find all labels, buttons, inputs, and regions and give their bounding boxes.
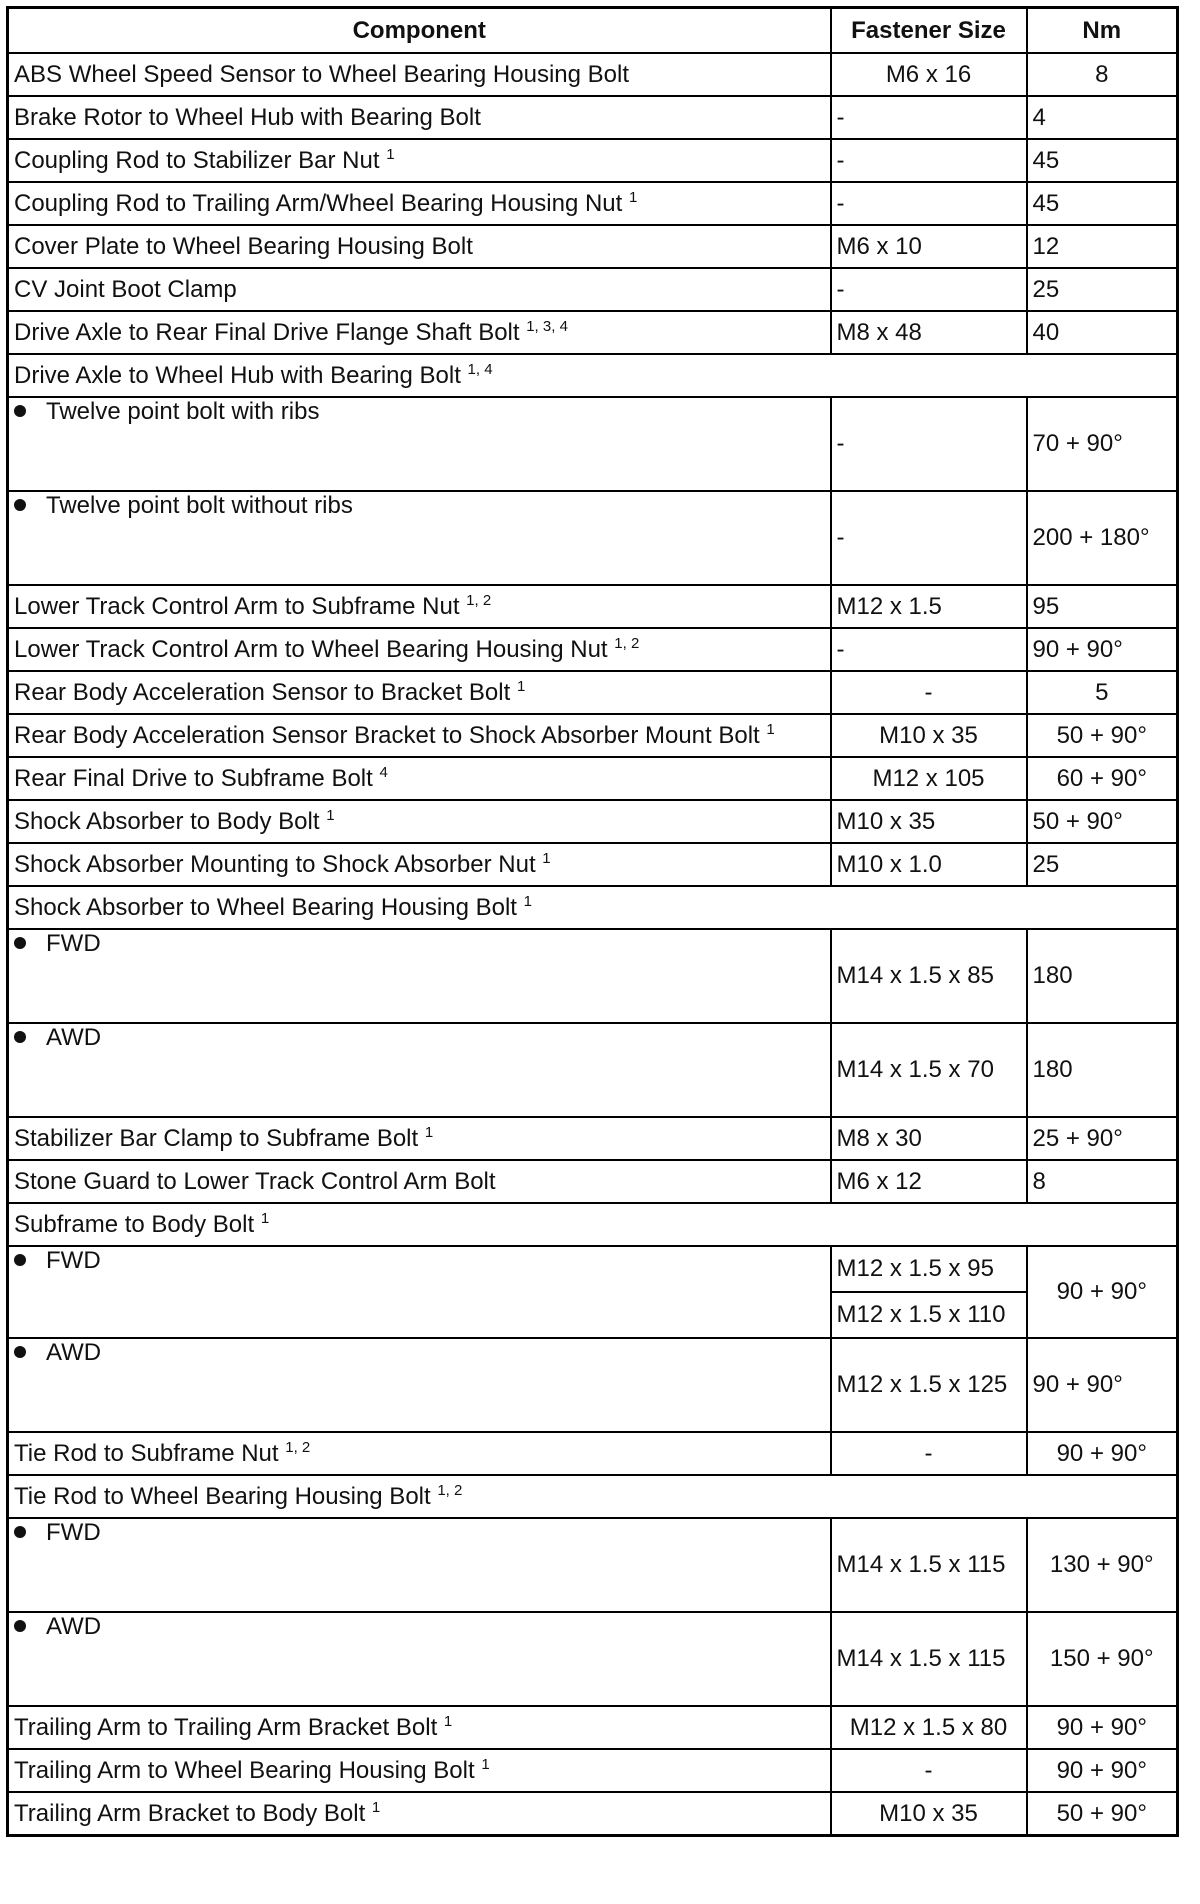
footnote-ref: 1 [481, 1755, 490, 1773]
table-row [8, 714, 1178, 757]
component-cell [8, 929, 831, 1023]
torque-cell: 180 [1027, 929, 1178, 1023]
group-cell [8, 1203, 1178, 1246]
torque-cell: 150 + 90° [1027, 1612, 1178, 1706]
component-cell [8, 491, 831, 585]
table-sub-row [8, 1612, 1178, 1706]
torque-cell: 130 + 90° [1027, 1518, 1178, 1612]
footnote-ref: 1 [326, 806, 335, 824]
fastener-size-cell: M10 x 35 [831, 1792, 1027, 1836]
component-cell [8, 1518, 831, 1612]
component-text: Rear Body Acceleration Sensor Bracket to Shock Absorber Mount Bolt [14, 721, 760, 749]
component-text: Twelve point bolt with ribs [46, 398, 320, 425]
footnote-ref: 1 [260, 1209, 270, 1227]
table-row [8, 585, 1178, 628]
fastener-size-cell: M14 x 1.5 x 85 [831, 929, 1027, 1023]
table-row [8, 671, 1178, 714]
table-row [8, 757, 1178, 800]
torque-cell: 5 [1027, 671, 1178, 714]
fastener-size-cell: M12 x 1.5 x 110 [831, 1292, 1027, 1338]
component-text: CV Joint Boot Clamp [14, 275, 237, 303]
group-cell [8, 1475, 1178, 1518]
torque-cell: 8 [1027, 1160, 1178, 1203]
component-text: Drive Axle to Rear Final Drive Flange Shaft Bolt [14, 318, 520, 346]
component-cell [8, 800, 831, 843]
component-text: FWD [46, 1247, 101, 1274]
fastener-size-cell: M12 x 1.5 [831, 585, 1027, 628]
component-text: Subframe to Body Bolt [14, 1210, 255, 1238]
fastener-size-cell: - [831, 268, 1027, 311]
torque-cell: 45 [1027, 139, 1178, 182]
bullet-icon [14, 1254, 26, 1266]
fastener-size-cell: M8 x 48 [831, 311, 1027, 354]
footnote-ref: 1 [443, 1712, 453, 1730]
footnote-ref: 1 [523, 892, 532, 910]
component-text: AWD [46, 1339, 102, 1366]
component-cell [8, 585, 831, 628]
table-group-row [8, 886, 1178, 929]
torque-cell: 180 [1027, 1023, 1178, 1117]
footnote-ref: 1, 4 [467, 360, 493, 378]
group-cell [8, 886, 1178, 929]
torque-cell: 25 [1027, 843, 1178, 886]
component-cell [8, 182, 831, 225]
component-text: Trailing Arm to Trailing Arm Bracket Bolt [14, 1713, 438, 1741]
component-cell [8, 1432, 831, 1475]
component-text: Cover Plate to Wheel Bearing Housing Bolt [14, 232, 473, 260]
fastener-size-cell: M12 x 1.5 x 80 [831, 1706, 1027, 1749]
table-row [8, 311, 1178, 354]
component-text: Shock Absorber to Wheel Bearing Housing Bolt [14, 893, 517, 921]
component-text: Drive Axle to Wheel Hub with Bearing Bolt [14, 361, 461, 389]
footnote-ref: 1 [542, 849, 551, 867]
bullet-icon [14, 1620, 26, 1632]
component-text: Shock Absorber Mounting to Shock Absorber Nut [14, 850, 536, 878]
fastener-size-cell: M6 x 12 [831, 1160, 1027, 1203]
component-cell [8, 1160, 831, 1203]
footnote-ref: 1 [424, 1123, 434, 1141]
table-sub-row [8, 1246, 1178, 1292]
component-text: Coupling Rod to Stabilizer Bar Nut [14, 146, 380, 174]
component-cell [8, 1749, 831, 1792]
component-text: Rear Body Acceleration Sensor to Bracket Bolt [14, 678, 511, 706]
table-group-row [8, 1475, 1178, 1518]
component-cell [8, 843, 831, 886]
fastener-size-cell: M6 x 16 [831, 53, 1027, 96]
header-fastener-size: Fastener Size [831, 8, 1027, 54]
table-row [8, 1160, 1178, 1203]
header-nm: Nm [1027, 8, 1178, 54]
component-cell [8, 268, 831, 311]
table-sub-row [8, 929, 1178, 1023]
component-cell [8, 714, 831, 757]
table-header-row [8, 8, 1178, 54]
torque-cell: 95 [1027, 585, 1178, 628]
footnote-ref: 1 [371, 1798, 381, 1816]
torque-cell: 60 + 90° [1027, 757, 1178, 800]
fastener-size-cell: M8 x 30 [831, 1117, 1027, 1160]
component-cell [8, 397, 831, 491]
component-cell [8, 96, 831, 139]
fastener-size-cell: - [831, 491, 1027, 585]
fastener-size-cell: M14 x 1.5 x 70 [831, 1023, 1027, 1117]
component-cell [8, 1706, 831, 1749]
fastener-size-cell: M12 x 1.5 x 125 [831, 1338, 1027, 1432]
component-text: FWD [46, 930, 101, 957]
bullet-icon [14, 405, 26, 417]
bullet-icon [14, 1031, 26, 1043]
table-group-row [8, 1203, 1178, 1246]
component-text: Tie Rod to Subframe Nut [14, 1439, 279, 1467]
torque-cell: 90 + 90° [1027, 1338, 1178, 1432]
component-cell [8, 1792, 831, 1836]
header-component: Component [8, 8, 831, 54]
component-cell [8, 757, 831, 800]
fastener-size-cell: M10 x 35 [831, 800, 1027, 843]
footnote-ref: 1 [386, 145, 395, 163]
component-text: Shock Absorber to Body Bolt [14, 807, 320, 835]
component-text: AWD [46, 1024, 102, 1051]
component-text: Twelve point bolt without ribs [46, 492, 353, 519]
torque-cell: 70 + 90° [1027, 397, 1178, 491]
component-text: ABS Wheel Speed Sensor to Wheel Bearing Housing Bolt [14, 60, 630, 88]
fastener-size-cell: - [831, 182, 1027, 225]
component-cell [8, 1246, 831, 1338]
component-cell [8, 225, 831, 268]
component-cell [8, 671, 831, 714]
table-sub-row [8, 491, 1178, 585]
footnote-ref: 1, 2 [466, 591, 492, 609]
footnote-ref: 1, 2 [437, 1481, 463, 1499]
torque-cell: 90 + 90° [1027, 1749, 1178, 1792]
footnote-ref: 1 [516, 677, 526, 695]
fastener-size-cell: - [831, 671, 1027, 714]
fastener-size-cell: M14 x 1.5 x 115 [831, 1612, 1027, 1706]
bullet-icon [14, 1346, 26, 1358]
table-row [8, 225, 1178, 268]
component-cell [8, 1117, 831, 1160]
fastener-size-cell: - [831, 139, 1027, 182]
component-text: Trailing Arm Bracket to Body Bolt [14, 1799, 366, 1827]
footnote-ref: 4 [379, 763, 388, 781]
component-cell [8, 1023, 831, 1117]
component-text: AWD [46, 1613, 102, 1640]
table-row [8, 1117, 1178, 1160]
component-text: Tie Rod to Wheel Bearing Housing Bolt [14, 1482, 431, 1510]
component-cell [8, 311, 831, 354]
table-group-row [8, 354, 1178, 397]
table-row [8, 628, 1178, 671]
torque-cell: 4 [1027, 96, 1178, 139]
table-sub-row [8, 1023, 1178, 1117]
torque-cell: 12 [1027, 225, 1178, 268]
torque-cell: 25 + 90° [1027, 1117, 1178, 1160]
footnote-ref: 1 [766, 720, 775, 738]
component-text: Coupling Rod to Trailing Arm/Wheel Bearing Housing Nut [14, 189, 623, 217]
fastener-size-cell: - [831, 628, 1027, 671]
torque-cell: 50 + 90° [1027, 714, 1178, 757]
torque-cell: 40 [1027, 311, 1178, 354]
component-text: FWD [46, 1519, 101, 1546]
bullet-icon [14, 1526, 26, 1538]
component-text: Brake Rotor to Wheel Hub with Bearing Bolt [14, 103, 481, 131]
torque-spec-table [6, 6, 1179, 1837]
component-cell [8, 628, 831, 671]
fastener-size-cell: M12 x 1.5 x 95 [831, 1246, 1027, 1292]
torque-cell: 8 [1027, 53, 1178, 96]
table-row [8, 843, 1178, 886]
component-text: Lower Track Control Arm to Subframe Nut [14, 592, 460, 620]
component-cell [8, 139, 831, 182]
torque-cell: 25 [1027, 268, 1178, 311]
torque-cell: 90 + 90° [1027, 1706, 1178, 1749]
table-sub-row [8, 397, 1178, 491]
group-cell [8, 354, 1178, 397]
footnote-ref: 1 [628, 188, 638, 206]
torque-cell: 90 + 90° [1027, 1246, 1178, 1338]
table-row [8, 1706, 1178, 1749]
table-row [8, 96, 1178, 139]
fastener-size-cell: M6 x 10 [831, 225, 1027, 268]
torque-cell: 50 + 90° [1027, 800, 1178, 843]
footnote-ref: 1, 3, 4 [526, 317, 568, 335]
table-row [8, 1792, 1178, 1836]
table-row [8, 1432, 1178, 1475]
fastener-size-cell: - [831, 96, 1027, 139]
component-text: Stabilizer Bar Clamp to Subframe Bolt [14, 1124, 419, 1152]
footnote-ref: 1, 2 [285, 1438, 311, 1456]
fastener-size-cell: - [831, 1749, 1027, 1792]
table-row [8, 268, 1178, 311]
bullet-icon [14, 937, 26, 949]
table-row [8, 53, 1178, 96]
fastener-size-cell: M10 x 35 [831, 714, 1027, 757]
table-row [8, 800, 1178, 843]
component-text: Rear Final Drive to Subframe Bolt [14, 764, 373, 792]
fastener-size-cell: M10 x 1.0 [831, 843, 1027, 886]
fastener-size-cell: M12 x 105 [831, 757, 1027, 800]
fastener-size-cell: - [831, 397, 1027, 491]
component-text: Trailing Arm to Wheel Bearing Housing Bolt [14, 1756, 475, 1784]
component-text: Lower Track Control Arm to Wheel Bearing Housing Nut [14, 635, 608, 663]
table-row [8, 139, 1178, 182]
table-sub-row [8, 1338, 1178, 1432]
torque-cell: 50 + 90° [1027, 1792, 1178, 1836]
table-row [8, 1749, 1178, 1792]
table-row [8, 182, 1178, 225]
component-cell [8, 1338, 831, 1432]
table-sub-row [8, 1518, 1178, 1612]
component-text: Stone Guard to Lower Track Control Arm Bolt [14, 1167, 496, 1195]
component-cell [8, 53, 831, 96]
footnote-ref: 1, 2 [614, 634, 640, 652]
component-cell [8, 1612, 831, 1706]
bullet-icon [14, 499, 26, 511]
torque-cell: 90 + 90° [1027, 1432, 1178, 1475]
fastener-size-cell: M14 x 1.5 x 115 [831, 1518, 1027, 1612]
torque-cell: 90 + 90° [1027, 628, 1178, 671]
torque-cell: 45 [1027, 182, 1178, 225]
torque-cell: 200 + 180° [1027, 491, 1178, 585]
fastener-size-cell: - [831, 1432, 1027, 1475]
